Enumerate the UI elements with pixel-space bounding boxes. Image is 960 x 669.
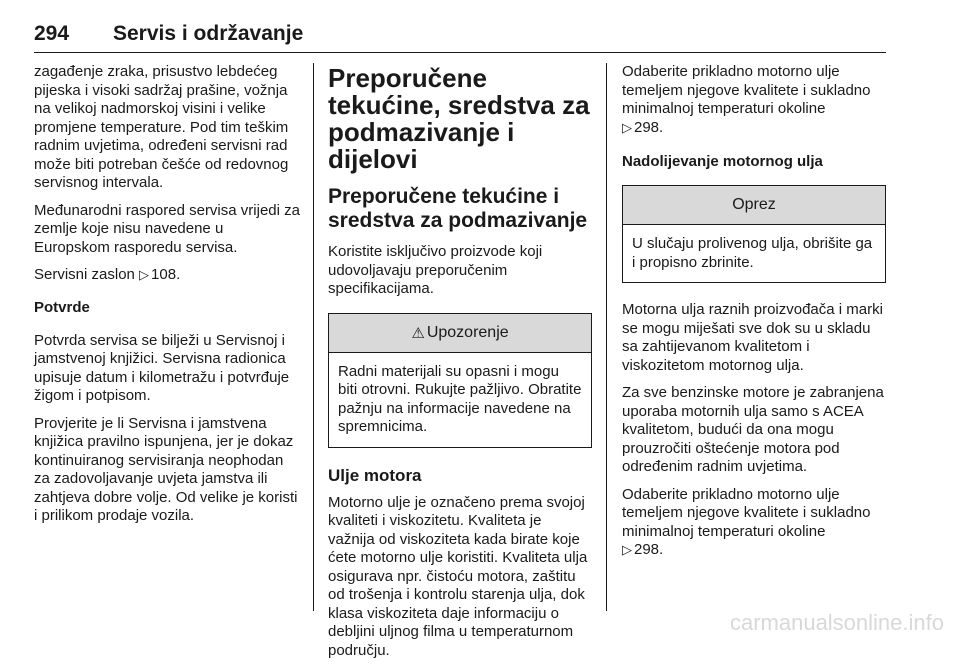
paragraph: zagađenje zraka, prisustvo lebdećeg pijeska i visoki sadržaj prašine, vožnja na velikoj nadmorskoj visini i velike promjene temperature. Pod tim teškim radnim uvjetima, određeni servisni rad može biti potreban češće od redovnog servisnog intervala. xyxy=(34,63,289,191)
paragraph: Potvrda servisa se bilježi u Servisnoj i jamstvenoj knjižici. Servisna radionica upisuje datum i kilometražu i potvrđuje žigom i potpisom. xyxy=(34,331,290,404)
paragraph: Odaberite prikladno motorno ulje temeljem njegove kvalitete i sukladno minimalnoj temperaturi okoline ▷ 298. xyxy=(622,485,871,558)
section-title: Preporučene tekućine i sredstva za podmazivanje xyxy=(328,185,588,232)
warning-box xyxy=(328,313,592,448)
warning-label: Upozorenje xyxy=(426,323,509,341)
section-heading: Potvrde xyxy=(34,298,90,316)
section-heading: Nadolijevanje motornog ulja xyxy=(622,153,823,170)
warning-text: Radni materijali su opasni i mogu biti otrovni. Rukujte pažljivo. Obratite pažnju na informacije navedene na spremnicima. xyxy=(338,362,582,435)
paragraph: Za sve benzinske motore je zabranjena uporaba motornih ulja samo s ACEA kvalitetom, budući da ona mogu prouzročiti oštećenje motora pod određenim radnim uvjetima. xyxy=(622,384,884,475)
paragraph: Odaberite prikladno motorno ulje temeljem njegove kvalitete i sukladno minimalnoj temperaturi okoline ▷ 298. xyxy=(622,63,871,136)
warning-box-header xyxy=(329,314,591,353)
caution-text: U slučaju prolivenog ulja, obrišite ga i propisno zbrinite. xyxy=(632,235,873,271)
ref-arrow-icon: ▷ xyxy=(622,119,632,135)
paragraph: Servisni zaslon ▷ 108. xyxy=(34,266,181,283)
page-reference[interactable]: 298. xyxy=(634,118,664,136)
column-middle xyxy=(328,63,592,669)
paragraph: Provjerite je li Servisna i jamstvena knjižica pravilno ispunjena, jer je dokaz kontinuiranog servisiranja neophodan za zadovoljavanje uvjeta jamstva ili zahtjeva dobre volje. Od velike je koristi i prilikom prodaje vozila. xyxy=(34,414,298,524)
column-right xyxy=(622,63,886,569)
watermark: carmanualsonline.info xyxy=(729,610,944,635)
paragraph: Koristite isključivo proizvode koji udovoljavaju preporučenim specifikacijama. xyxy=(328,243,543,297)
section-heading: Ulje motora xyxy=(328,465,422,485)
caution-box-header xyxy=(623,186,885,225)
column-divider xyxy=(313,63,314,611)
page-header xyxy=(34,18,886,53)
column-left xyxy=(34,63,300,535)
page-reference[interactable]: 298. xyxy=(634,541,664,558)
ref-arrow-icon: ▷ xyxy=(139,267,150,282)
page-number: 294 xyxy=(34,22,70,45)
caution-label: Oprez xyxy=(732,196,776,213)
ref-arrow-icon: ▷ xyxy=(622,542,632,557)
paragraph: Motorno ulje je označeno prema svojoj kvaliteti i viskozitetu. Kvaliteta je važnija od viskoziteta kada birate koje ćete motorno ulje koristiti. Kvaliteta ulja osigurava npr. čistoću motora, zaštitu od trošenja i kontrolu starenja ulja, dok klasa viskoziteta daje informaciju o debljini uljnog filma u temperaturnom području. xyxy=(328,493,588,659)
caution-box xyxy=(622,185,886,283)
paragraph: Međunarodni raspored servisa vrijedi za zemlje koje nisu navedene u Europskom rasporedu servisa. xyxy=(34,201,300,256)
column-divider xyxy=(606,63,607,611)
paragraph: Motorna ulja raznih proizvođača i marki se mogu miješati sve dok su u skladu sa zahtijevanom kvalitetom i viskozitetom motornog ulja. xyxy=(622,301,883,374)
chapter-title: Preporučene tekućine, sredstva za podmazivanje i dijelovi xyxy=(328,63,590,174)
running-title: Servis i održavanje xyxy=(113,22,304,45)
page-reference[interactable]: 108. xyxy=(151,266,181,283)
warning-triangle-icon: ⚠ xyxy=(411,324,425,342)
